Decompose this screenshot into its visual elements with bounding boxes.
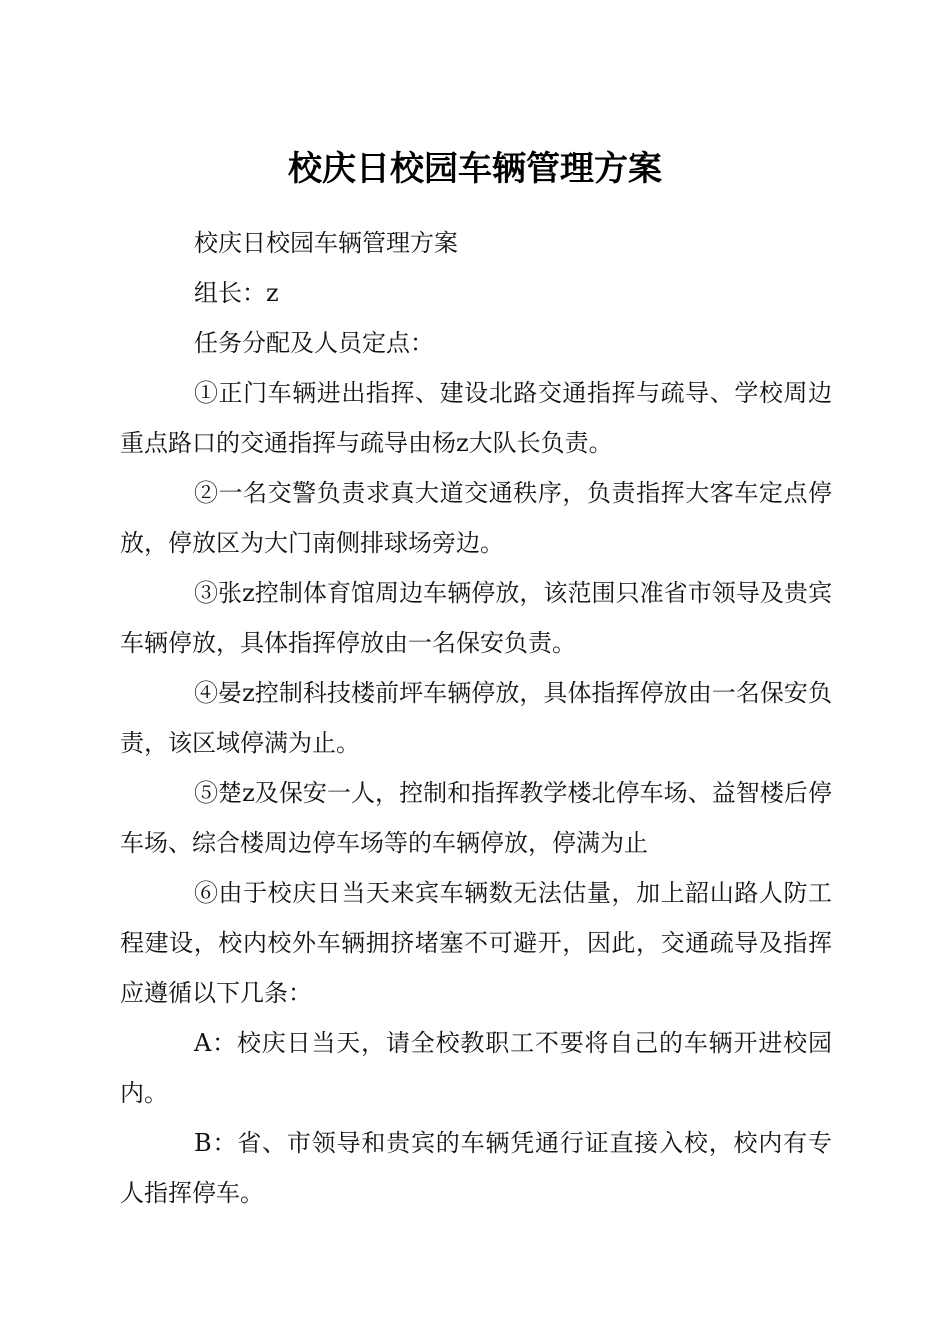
paragraph-team-leader: 组长：z bbox=[194, 279, 279, 307]
paragraph-rule-a: A：校庆日当天，请全校教职工不要将自己的车辆开进校园内。 bbox=[120, 1029, 832, 1107]
paragraph-item-3: ③张z控制体育馆周边车辆停放，该范围只准省市领导及贵宾车辆停放，具体指挥停放由一名保安负责。 bbox=[120, 579, 832, 657]
paragraph-item-4: ④晏z控制科技楼前坪车辆停放，具体指挥停放由一名保安负责，该区域停满为止。 bbox=[120, 679, 832, 757]
paragraph-item-2: ②一名交警负责求真大道交通秩序，负责指挥大客车定点停放，停放区为大门南侧排球场旁边。 bbox=[120, 479, 832, 557]
paragraph-task-assignment: 任务分配及人员定点： bbox=[194, 329, 434, 357]
paragraph-heading-repeat: 校庆日校园车辆管理方案 bbox=[194, 229, 458, 257]
paragraph-item-1: ①正门车辆进出指挥、建设北路交通指挥与疏导、学校周边重点路口的交通指挥与疏导由杨z大队长负责。 bbox=[120, 379, 832, 457]
paragraph-item-6: ⑥由于校庆日当天来宾车辆数无法估量，加上韶山路人防工程建设，校内校外车辆拥挤堵塞不可避开，因此，交通疏导及指挥应遵循以下几条： bbox=[120, 879, 832, 1007]
paragraph-rule-b: B：省、市领导和贵宾的车辆凭通行证直接入校，校内有专人指挥停车。 bbox=[120, 1129, 832, 1207]
document-body bbox=[120, 218, 832, 1218]
document-title: 校庆日校园车辆管理方案 bbox=[288, 149, 662, 189]
paragraph-item-5: ⑤楚z及保安一人，控制和指挥教学楼北停车场、益智楼后停车场、综合楼周边停车场等的车辆停放，停满为止 bbox=[120, 779, 832, 857]
